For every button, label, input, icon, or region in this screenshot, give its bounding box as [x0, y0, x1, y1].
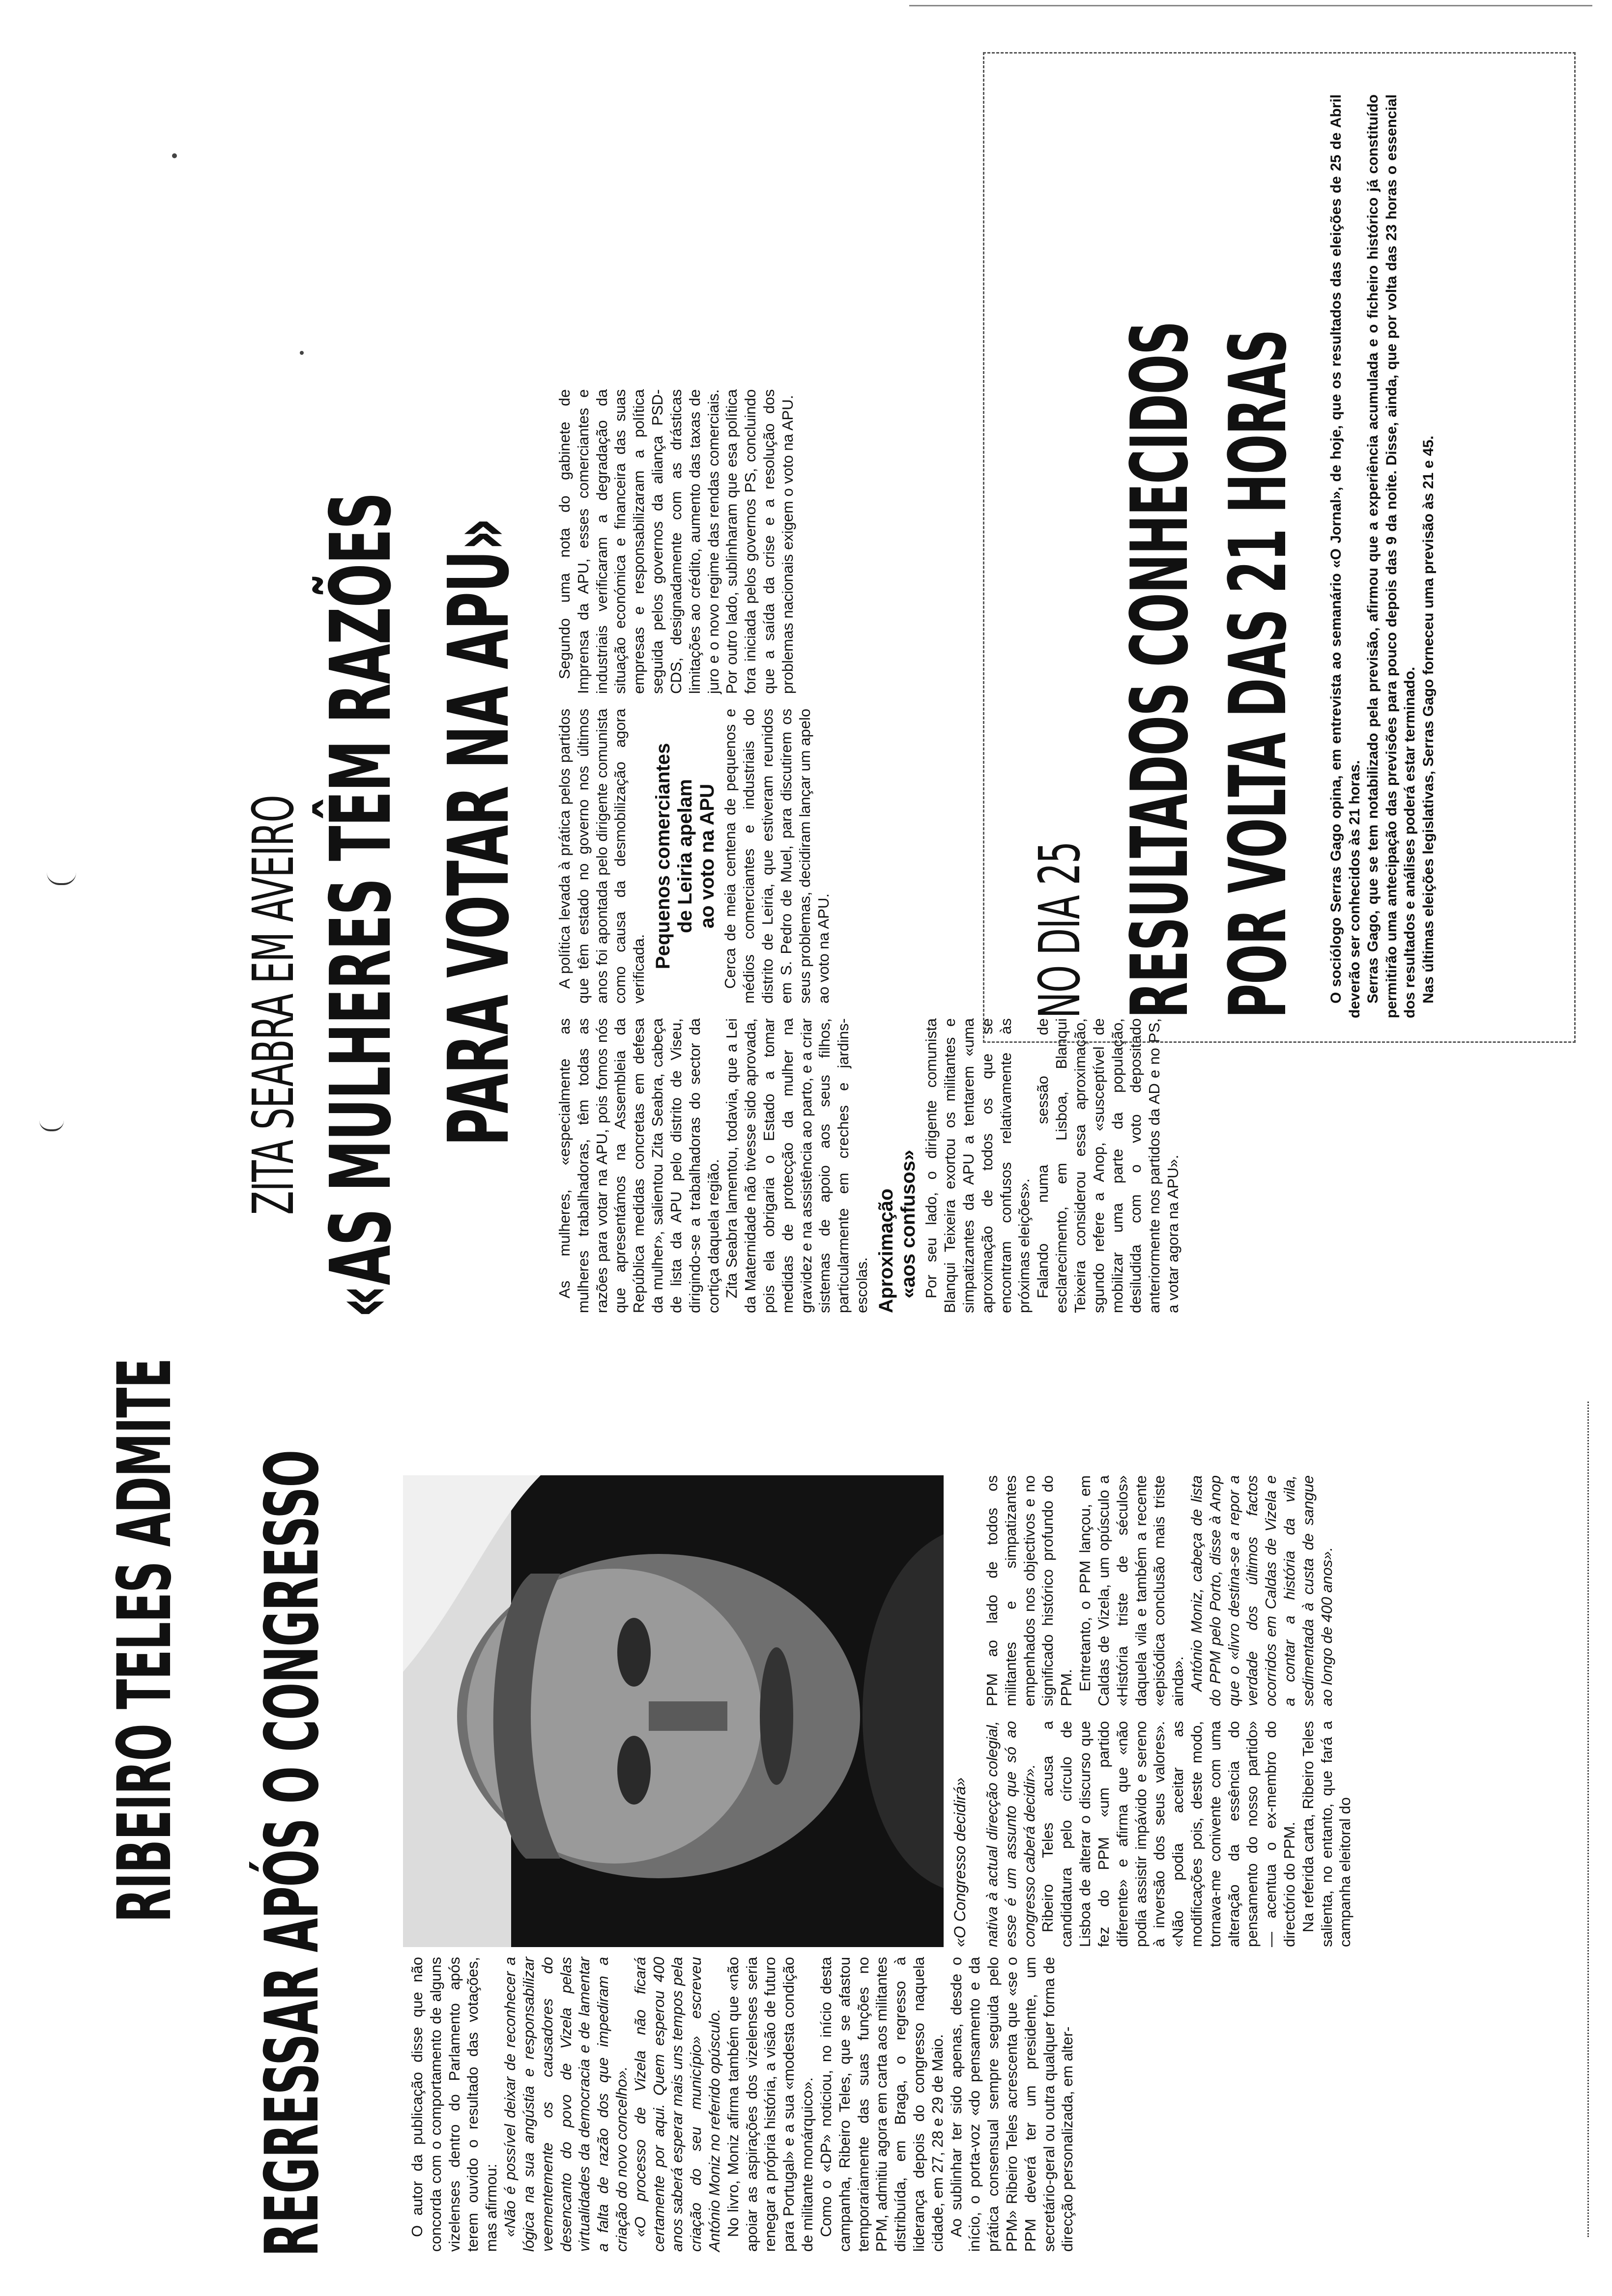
- article1-col1-p1: O autor da publicação disse que não concorda com o comportamento de alguns vizelenses dentro do Parlamento após terem ouvido o resultado das votações, mas afirmou:: [408, 1957, 500, 2252]
- scan-dotted-line: [1587, 1402, 1589, 2237]
- article2-subhead2-line1: Pequenos comerciantes: [652, 743, 674, 970]
- article1-headline-line2: REGRESSAR APÓS O CONGRESSO: [250, 1450, 335, 2257]
- article1-col3-p1: PPM ao lado de todos os militantes e simpatizantes empenhados nos objectivos e no significado histórico profundo do PPM.: [983, 1475, 1075, 1706]
- article3-kicker: NO DIA 25: [1027, 841, 1093, 1018]
- scan-speck: [300, 351, 304, 355]
- article2-column-2: [555, 709, 833, 1004]
- article2-headline-line2: PARA VOTAR NA APU»: [431, 518, 528, 1146]
- article1-column-3: [983, 1475, 1336, 1706]
- article1-column-1: [408, 1957, 1077, 2252]
- article2-col1b-p2: Falando numa sessão de esclarecimento, em Lisboa, Blanqui Teixeira considerou essa aproximação, sgundo refere a Anop, «susceptível de mobilizar uma parte da população, desiludida com o voto depositado anteriormente nos partidos da AD e no PS, a votar agora na APU».: [1034, 1018, 1181, 1313]
- article2-col3-p1: Segundo uma nota do gabinete de Imprensa da APU, esses comerciantes e industriais verificaram a degradação da situação económica e financeira das suas empresas e responsabilizaram a política seguida pelos governos da aliança PSD-CDS, designadamente com as drásticas limitações ao crédito, aumento das taxas de juro e o novo regime das rendas comerciais. Por outro lado, sublinharam que esa política fora iniciada pelos governos PS, concluindo que a saída da crise e a resolução dos problemas nacionais exigem o voto na APU.: [556, 389, 796, 694]
- photo-caption: «O Congresso decidirá»: [951, 1777, 969, 1947]
- article2-subhead1-line2: «aos confusos»: [897, 1149, 919, 1298]
- article1-col2-p3: Na referida carta, Ribeiro Teles salienta, no entanto, que fará a campanha eleitoral do: [1299, 1721, 1354, 1947]
- portrait-illustration: [403, 1475, 944, 1947]
- article3-headline-line1: RESULTADOS CONHECIDOS: [1114, 321, 1206, 1018]
- scan-speck: [172, 153, 177, 158]
- article2-column-3: [555, 389, 797, 694]
- article1-col3-p3: António Moniz, cabeça de lista do PPM pelo Porto, disse à Anop que o «livro destina-se a repor a verdade dos últimos factos ocorridos em Caldas de Vizela e a contar a história da vila, sedimentada à custa de sangue ao longo de 400 anos».: [1187, 1475, 1335, 1706]
- article2-subhead1-line1: Aproximação: [875, 1188, 897, 1313]
- article2-col2-p1: A política levada à prática pelos partidos que têm estado no governo nos últimos anos foi apontada pelo dirigente comunista como causa da desmobilização agora verificada.: [556, 709, 648, 1004]
- article1-col1-p5: Como o «DP» noticiou, no início desta campanha, Ribeiro Teles, que se afastou temporariamente das suas funções no PPM, admitiu agora em carta aos militantes distribuída, em Braga, o regresso à liderança depois do congresso naquela cidade, em 27, 28 e 29 de Maio.: [817, 1957, 946, 2252]
- article1-col2-p1: nativa à actual direcção colegial, esse é um assunto que só ao congresso caberá decidir».: [983, 1721, 1038, 1947]
- article1-col3-p2: Entretanto, o PPM lançou, em Caldas de Vizela, um opúsculo a «História triste de séculos» daquela vila e também a recente «episódica conclusão mais triste ainda».: [1076, 1475, 1187, 1706]
- article3-p3: Nas últimas eleições legislativas, Serras Gago forneceu uma previsão às 21 e 45.: [1420, 435, 1437, 1004]
- ribeiro-teles-photo: [403, 1475, 944, 1947]
- article1-column-2: [983, 1721, 1354, 1947]
- article1-col2-p2: Ribeiro Teles acusa a candidatura pelo círculo de Lisboa de alterar o discurso que fez do PPM «um partido diferente» e afirma que «não podia assistir impávido e sereno à inversão dos seus valores». «Não podia aceitar as modificações pois, deste modo, tornava-me conivente com uma alteração da essência do pensamento do nosso partido» — acentua o ex-membro do directório do PPM.: [1039, 1721, 1298, 1947]
- article2-column-1: [555, 1018, 1182, 1313]
- article3-p1: O sociólogo Serras Gago opina, em entrevista ao semanário «O Jornal», de hoje, que os resultados das eleições de 25 de Abril deverão ser conhecidos às 21 horas.: [1328, 94, 1363, 1018]
- article2-kicker: ZITA SEABRA EM AVEIRO: [241, 795, 307, 1215]
- article1-col1-p2: «Não é possível deixar de reconhecer a lógica na sua angústia e responsabilizar veementemente os causadores do desencanto do povo de Vizela pelas virtualidades da democracia e de lamentar a falta de razão dos que impediram a criação do novo concelho».: [501, 1957, 630, 2252]
- article3-headline-line2: POR VOLTA DAS 21 HORAS: [1212, 329, 1304, 1018]
- article2-col1-p2: Zita Seabra lamentou, todavia, que a Lei da Maternidade não tivesse sido aprovada, pois ela obrigaria o Estado a tomar medidas de protecção da mulher na gravidez e na assistência ao parto, e a criar sistemas de apoio aos seus filhos, particularmente em creches e jardins-escolas.: [723, 1018, 870, 1313]
- article3-body: [1327, 94, 1438, 1018]
- article2-subhead2-line3: ao voto na APU: [696, 783, 718, 929]
- article3-p2: Serras Gago, que se tem notabilizado pela previsão, afirmou que a experiência acumulada e o ficheiro histórico já constituído permitirão uma antecipação das previsões para pouco depois das 9 da noite. Disse, ainda, que por volta das 23 horas o essencial dos resultados e análises poderá estar terminado.: [1365, 94, 1418, 1018]
- article1-col1-p6: Ao sublinhar ter sido apenas, desde o início, o porta-voz «do pensamento e da prática consensual sempre seguida pelo PPM» Ribeiro Teles acrescenta que «se o PPM deverá ter um presidente, um secretário-geral ou outra qualquer forma de direcção personalizada, em alter-: [947, 1957, 1076, 2252]
- article2-col1-p1: As mulheres, «especialmente as mulheres trabalhadoras, têm todas as razões para votar na APU, pois fomos nós que apresentámos na Assembleia da República medidas concretas em defesa da mulher», salientou Zita Seabra, cabeça de lista da APU pelo distrito de Viseu, dirigindo-se a trabalhadoras do sector da cortiça daquela região.: [556, 1018, 722, 1313]
- article2-headline-line1: «AS MULHERES TÊM RAZÕES: [313, 492, 410, 1318]
- article1-headline-line1: RIBEIRO TELES ADMITE: [102, 1358, 188, 1923]
- article1-col1-p3: «O processo de Vizela não ficará certamente por aqui. Quem esperou 400 anos saberá esperar mais uns tempos pela criação do seu município» escreveu António Moniz no referido opúsculo.: [631, 1957, 723, 2252]
- article1-col1-p4: No livro, Moniz afirma também que «não apoiar as aspirações dos vizelenses seria renegar a própria história, a visão de futuro para Portugal» e a sua «modesta condição de militante monárquico».: [724, 1957, 816, 2252]
- top-edge-line: [909, 5, 1592, 6]
- article2-col1b-p1: Por seu lado, o dirigente comunista Blanqui Teixeira exortou os militantes e simpatizantes da APU a tentarem «uma aproximação de todos os que se encontram confusos relativamente às próximas eleições».: [922, 1018, 1033, 1313]
- article2-col2b-p1: Cerca de meia centena de pequenos e médios comerciantes e industriais do distrito de Leiria, que estiveram reunidos em S. Pedro de Muel, para discutirem os seus problemas, decidiram lançar um apelo ao voto na APU.: [721, 709, 832, 1004]
- article2-subhead2-line2: de Leiria apelam: [674, 779, 696, 933]
